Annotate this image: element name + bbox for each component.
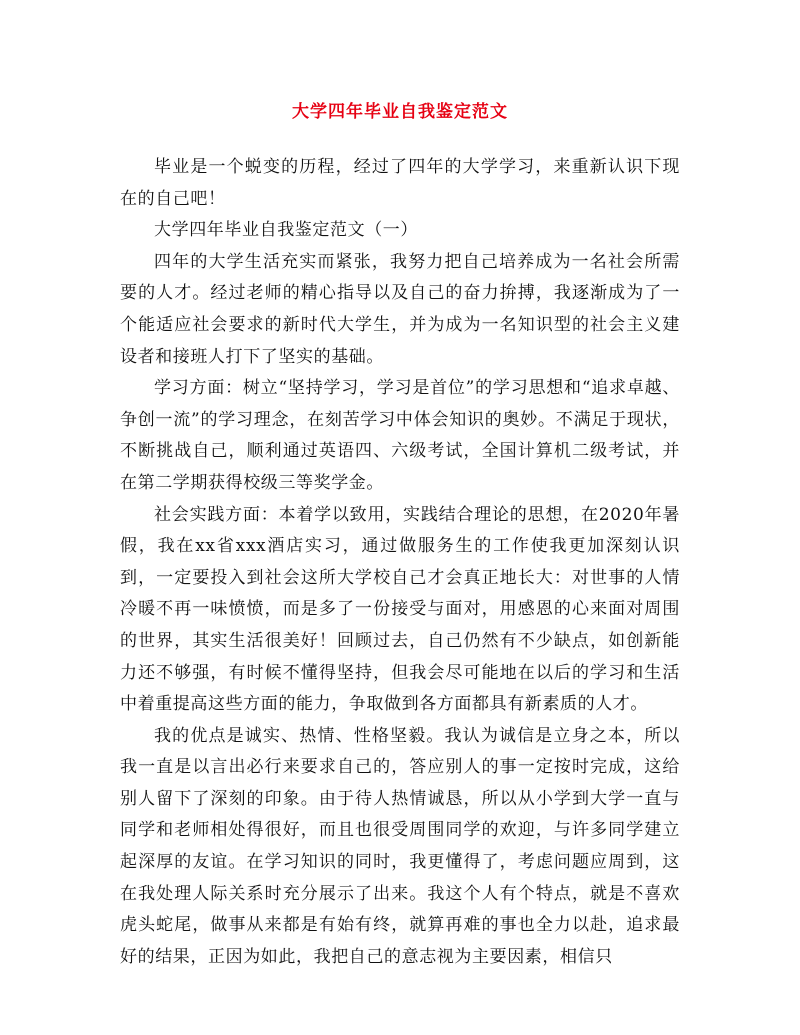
document-title: 大学四年毕业自我鉴定范文	[292, 102, 508, 122]
paragraph-social-practice: 社会实践方面：本着学以致用，实践结合理论的思想，在2020年暑假，我在xx省xxx酒店实习，通过做服务生的工作使我更加深刻认识到，一定要投入到社会这所大学校自己才会真正地长大：对世事的人情冷暖不再一味愤愤，而是多了一份接受与面对，用感恩的心来面对周围的世界，其实生活很美好！回顾过去，自己仍然有不少缺点，如创新能力还不够强，有时候不懂得坚持，但我会尽可能地在以后的学习和生活中着重提高这些方面的能力，争取做到各方面都具有新素质的人才。	[120, 504, 680, 715]
paragraph-overview: 四年的大学生活充实而紧张，我努力把自己培养成为一名社会所需要的人才。经过老师的精心指导以及自己的奋力拚搏，我逐渐成为了一个能适应社会要求的新时代大学生，并为成为一名知识型的社会主义建设者和接班人打下了坚实的基础。	[120, 251, 680, 367]
paragraph-section-heading: 大学四年毕业自我鉴定范文（一）	[154, 220, 418, 241]
paragraph-study: 学习方面：树立“坚持学习，学习是首位”的学习思想和“追求卓越、争创一流”的学习理念，在刻苦学习中体会知识的奥妙。不满足于现状，不断挑战自己，顺利通过英语四、六级考试，全国计算机二级考试，并在第二学期获得校级三等奖学金。	[120, 378, 680, 493]
paragraph-intro: 毕业是一个蜕变的历程，经过了四年的大学学习，来重新认识下现在的自己吧！	[120, 157, 680, 209]
document-body	[120, 152, 680, 973]
paragraph-strengths: 我的优点是诚实、热情、性格坚毅。我认为诚信是立身之本，所以我一直是以言出必行来要求自己的，答应别人的事一定按时完成，这给别人留下了深刻的印象。由于待人热情诚恳，所以从小学到大学一直与同学和老师相处得很好，而且也很受周围同学的欢迎，与许多同学建立起深厚的友谊。在学习知识的同时，我更懂得了，考虑问题应周到，这在我处理人际关系时充分展示了出来。我这个人有个特点，就是不喜欢虎头蛇尾，做事从来都是有始有终，就算再难的事也全力以赴，追求最好的结果，正因为如此，我把自己的意志视为主要因素，相信只	[120, 725, 680, 967]
